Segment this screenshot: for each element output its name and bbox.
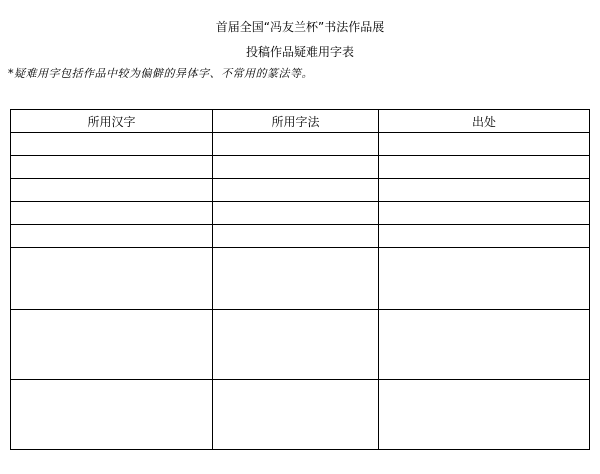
cell-source[interactable] bbox=[379, 248, 590, 310]
cell-script-form[interactable] bbox=[213, 179, 379, 202]
cell-character[interactable] bbox=[11, 225, 213, 248]
cell-source[interactable] bbox=[379, 380, 590, 450]
cell-script-form[interactable] bbox=[213, 380, 379, 450]
table-row bbox=[11, 179, 590, 202]
table-row bbox=[11, 225, 590, 248]
table-row bbox=[11, 310, 590, 380]
cell-script-form[interactable] bbox=[213, 156, 379, 179]
cell-character[interactable] bbox=[11, 179, 213, 202]
column-header-source: 出处 bbox=[379, 110, 590, 133]
table-row bbox=[11, 248, 590, 310]
table-row bbox=[11, 133, 590, 156]
document-title: 首届全国“冯友兰杯”书法作品展 bbox=[215, 20, 385, 34]
difficult-characters-table bbox=[10, 109, 590, 450]
cell-source[interactable] bbox=[379, 133, 590, 156]
cell-character[interactable] bbox=[11, 248, 213, 310]
cell-character[interactable] bbox=[11, 310, 213, 380]
table-row bbox=[11, 380, 590, 450]
cell-source[interactable] bbox=[379, 202, 590, 225]
cell-script-form[interactable] bbox=[213, 133, 379, 156]
cell-character[interactable] bbox=[11, 156, 213, 179]
cell-script-form[interactable] bbox=[213, 248, 379, 310]
table-header-row bbox=[11, 110, 590, 133]
cell-character[interactable] bbox=[11, 380, 213, 450]
cell-source[interactable] bbox=[379, 179, 590, 202]
cell-source[interactable] bbox=[379, 156, 590, 179]
table-row bbox=[11, 202, 590, 225]
column-header-script-form: 所用字法 bbox=[213, 110, 379, 133]
cell-script-form[interactable] bbox=[213, 202, 379, 225]
table-row bbox=[11, 156, 590, 179]
cell-source[interactable] bbox=[379, 225, 590, 248]
footnote: *疑难用字包括作品中较为偏僻的异体字、不常用的篆法等。 bbox=[8, 67, 313, 80]
column-header-character: 所用汉字 bbox=[11, 110, 213, 133]
cell-script-form[interactable] bbox=[213, 310, 379, 380]
document-subtitle: 投稿作品疑难用字表 bbox=[245, 45, 354, 59]
cell-script-form[interactable] bbox=[213, 225, 379, 248]
cell-character[interactable] bbox=[11, 202, 213, 225]
cell-character[interactable] bbox=[11, 133, 213, 156]
cell-source[interactable] bbox=[379, 310, 590, 380]
